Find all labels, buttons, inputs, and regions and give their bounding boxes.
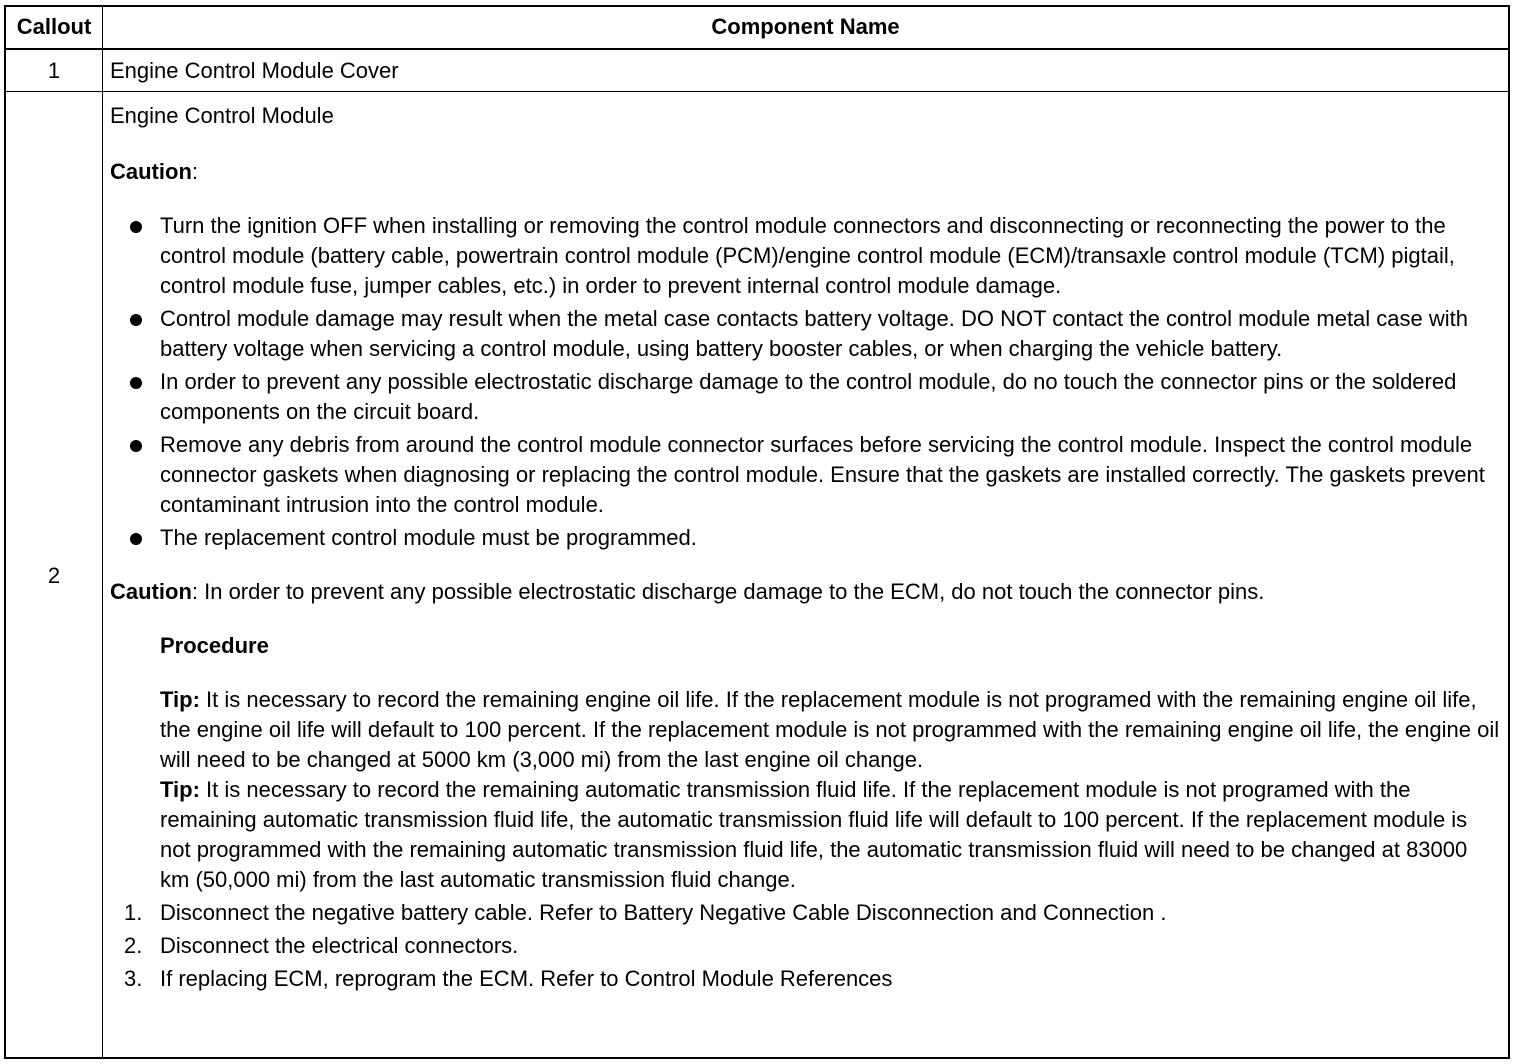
bullet-icon (130, 377, 142, 389)
tips (110, 685, 1502, 895)
column-divider (102, 7, 103, 1057)
caution-item: The replacement control module must be programmed. (110, 523, 1502, 553)
procedure-steps (110, 898, 1502, 994)
component-name-2: Engine Control Module (110, 103, 334, 128)
bullet-icon (130, 221, 142, 233)
procedure-title: Procedure (160, 633, 269, 658)
caution-item: Turn the ignition OFF when installing or removing the control module connectors and disconnecting or reconnecting the power to the control module (battery cable, powertrain control module (PCM)/engine control module (ECM)/transaxle control module (TCM) pigtail, control module fuse, jumper cables, etc.) in order to prevent internal control module damage. (110, 211, 1502, 301)
procedure-step: 1. Disconnect the negative battery cable. Refer to Battery Negative Cable Disconnection and Connection . (124, 900, 1167, 925)
row-divider (6, 91, 1508, 92)
caution-item: Control module damage may result when the metal case contacts battery voltage. DO NOT contact the control module metal case with battery voltage when servicing a control module, using battery booster cables, or when charging the vehicle battery. (110, 304, 1502, 364)
tip-transmission-fluid: Tip: It is necessary to record the remaining automatic transmission fluid life. If the replacement module is not programed with the remaining automatic transmission fluid life, the automatic transmission fluid life will default to 100 percent. If the replacement module is not programmed with the remaining automatic transmission fluid life, the automatic transmission fluid will need to be changed at 83000 km (50,000 mi) from the last automatic transmission fluid change. (160, 777, 1468, 892)
bullet-icon (130, 533, 142, 545)
tip-oil-life: Tip: It is necessary to record the remaining engine oil life. If the replacement module is not programed with the remaining engine oil life, the engine oil life will default to 100 percent. If the replacement module is not programmed with the remaining engine oil life, the engine oil will need to be changed at 5000 km (3,000 mi) from the last engine oil change. (160, 687, 1500, 772)
procedure-step: 2. Disconnect the electrical connectors. (124, 933, 519, 958)
caution-list (110, 211, 1502, 553)
procedure-step: 3. If replacing ECM, reprogram the ECM. Refer to Control Module References (124, 966, 893, 991)
header-callout: Callout (16, 14, 92, 39)
caution-item: In order to prevent any possible electrostatic discharge damage to the control module, do no touch the connector pins or the soldered components on the circuit board. (110, 367, 1502, 427)
bullet-icon (130, 314, 142, 326)
bullet-icon (130, 440, 142, 452)
component-detail-2 (110, 101, 1502, 994)
header-component-name: Component Name (711, 14, 900, 39)
esd-caution: Caution: In order to prevent any possible electrostatic discharge damage to the ECM, do not touch the connector pins. (110, 579, 1265, 604)
component-name-1: Engine Control Module Cover (110, 58, 399, 83)
callout-1: 1 (47, 58, 61, 83)
callout-2: 2 (47, 563, 61, 588)
caution-heading: Caution: (110, 159, 199, 184)
caution-item: Remove any debris from around the control module connector surfaces before servicing the control module. Inspect the control module connector gaskets when diagnosing or replacing the control module. Ensure that the gaskets are installed correctly. The gaskets prevent contaminant intrusion into the control module. (110, 430, 1502, 520)
component-table (4, 5, 1510, 1059)
header-divider (6, 48, 1508, 50)
